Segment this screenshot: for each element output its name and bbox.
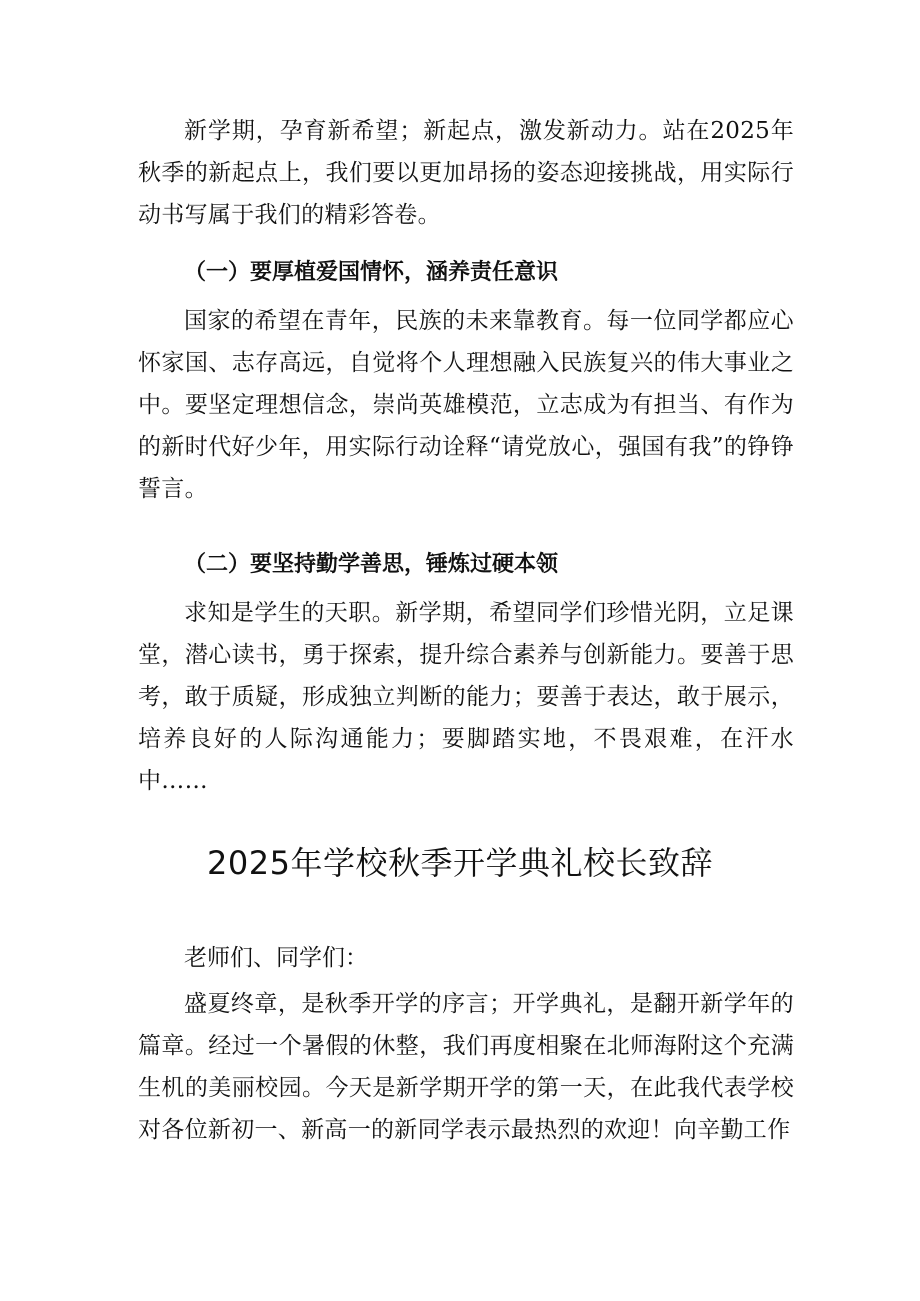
salutation: 老师们、同学们： [184,945,368,971]
section-heading-2: （二）要坚持勤学善思，锤炼过硬本领 [184,552,559,577]
section-heading-1: （一）要厚植爱国情怀，涵养责任意识 [184,260,559,285]
intro-paragraph: 新学期，孕育新希望；新起点，激发新动力。站在2025年秋季的新起点上，我们要以更加昂扬的姿态迎接挑战，用实际行动书写属于我们的精彩答卷。 [138,118,794,228]
document-title: 2025年学校秋季开学典礼校长致辞 [207,844,713,882]
opening-paragraph: 盛夏终章，是秋季开学的序言；开学典礼，是翻开新学年的篇章。经过一个暑假的休整，我们再度相聚在北师海附这个充满生机的美丽校园。今天是新学期开学的第一天，在此我代表学校对各位新初一、新高一的新同学表示最热烈的欢迎！向辛勤工作 [138,991,794,1143]
section-1-paragraph: 国家的希望在青年，民族的未来靠教育。每一位同学都应心怀家国、志存高远，自觉将个人理想融入民族复兴的伟大事业之中。要坚定理想信念，崇尚英雄模范，立志成为有担当、有作为的新时代好少年，用实际行动诠释“请党放心，强国有我”的铮铮誓言。 [138,308,794,502]
section-2-paragraph: 求知是学生的天职。新学期，希望同学们珍惜光阴，立足课堂，潜心读书，勇于探索，提升综合素养与创新能力。要善于思考，敢于质疑，形成独立判断的能力；要善于表达，敢于展示，培养良好的人际沟通能力；要脚踏实地，不畏艰难，在汗水中…… [138,600,794,794]
